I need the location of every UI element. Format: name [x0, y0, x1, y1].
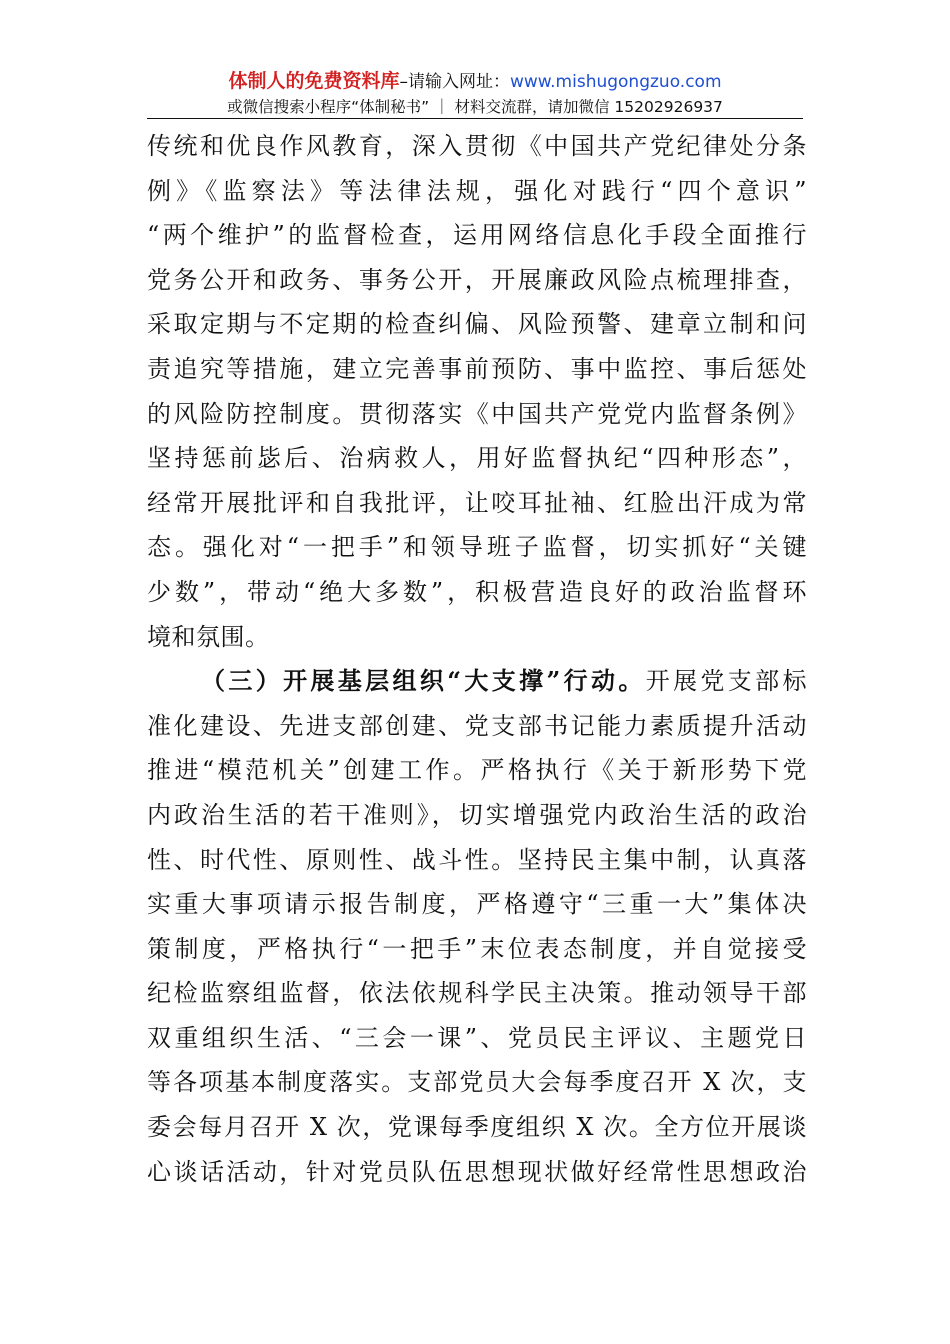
- text-line: 坚持惩前毖后、治病救人，用好监督执纪“四种形态”，: [147, 444, 807, 473]
- website-link[interactable]: www.mishugongzuo.com: [510, 72, 722, 92]
- url-prompt: –请输入网址：: [399, 72, 510, 92]
- text-line: 责追究等措施，建立完善事前预防、事中监控、事后惩处: [147, 354, 807, 383]
- text-line: 准化建设、先进支部创建、党支部书记能力素质提升活动: [147, 711, 807, 740]
- text-line: 态。强化对“一把手”和领导班子监督，切实抓好“关键: [147, 533, 807, 562]
- text-line: 委会每月召开 X 次，党课每季度组织 X 次。全方位开展谈: [147, 1113, 807, 1142]
- text-line: 的风险防控制度。贯彻落实《中国共产党党内监督条例》: [147, 399, 807, 428]
- text-line: 实重大事项请示报告制度，严格遵守“三重一大”集体决: [147, 890, 807, 919]
- text-line: 采取定期与不定期的检查纠偏、风险预警、建章立制和问: [147, 310, 807, 339]
- text-line: 经常开展批评和自我批评，让咬耳扯袖、红脸出汗成为常: [147, 488, 807, 517]
- brand-title: 体制人的免费资料库: [228, 70, 400, 92]
- section-3-first-line: [147, 659, 807, 704]
- section-3-first-text: 开展党支部标: [645, 667, 808, 696]
- page-header: [0, 68, 950, 119]
- text-line: 内政治生活的若干准则》，切实增强党内政治生活的政治: [147, 800, 807, 829]
- document-body: [147, 124, 807, 1194]
- text-line: 性、时代性、原则性、战斗性。坚持民主集中制，认真落: [147, 845, 807, 874]
- text-line: 传统和优良作风教育，深入贯彻《中国共产党纪律处分条: [147, 132, 807, 160]
- header-divider: [147, 118, 803, 119]
- text-line: 少数”，带动“绝大多数”，积极营造良好的政治监督环: [147, 577, 807, 606]
- section-3-heading: （三）开展基层组织“大支撑”行动。: [201, 666, 646, 696]
- text-line: 推进“模范机关”创建工作。严格执行《关于新形势下党: [147, 756, 807, 785]
- text-line: “两个维护”的监督检查，运用网络信息化手段全面推行: [147, 221, 807, 250]
- text-line: 党务公开和政务、事务公开，开展廉政风险点梳理排查，: [147, 265, 807, 294]
- text-line: 境和氛围。: [147, 622, 270, 651]
- text-line: 纪检监察组监督，依法依规科学民主决策。推动领导干部: [147, 979, 807, 1008]
- text-line: 等各项基本制度落实。支部党员大会每季度召开 X 次，支: [147, 1068, 807, 1097]
- header-line-1: [0, 68, 950, 95]
- text-line: 双重组织生活、“三会一课”、党员民主评议、主题党日: [147, 1023, 807, 1052]
- text-line: 策制度，严格执行“一把手”末位表态制度，并自觉接受: [147, 934, 807, 963]
- text-line: 例》《监察法》等法律法规，强化对践行“四个意识”: [147, 176, 807, 205]
- header-line-2: 或微信搜索小程序“体制秘书” ｜ 材料交流群，请加微信 15202926937: [227, 98, 723, 116]
- text-line: 心谈话活动，针对党员队伍思想现状做好经常性思想政治: [147, 1157, 807, 1186]
